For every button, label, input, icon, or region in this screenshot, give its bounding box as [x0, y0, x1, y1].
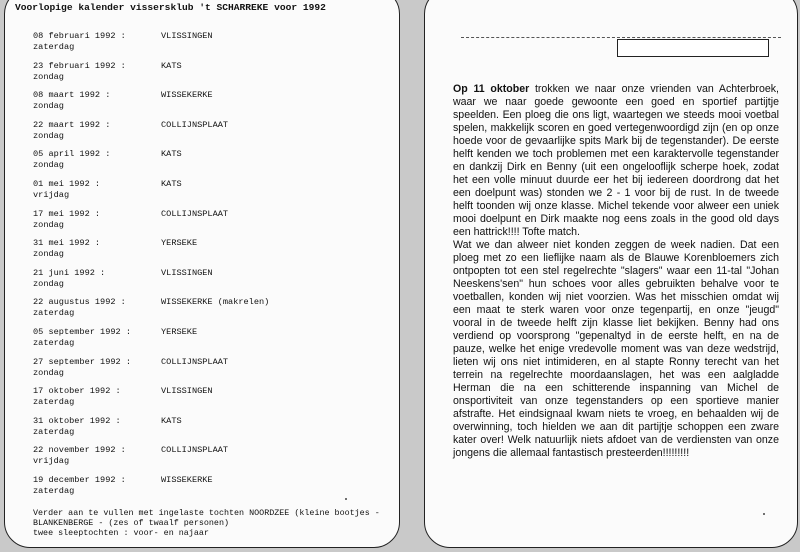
entry-day: zondag [33, 219, 64, 230]
right-page [424, 0, 798, 548]
entry-place: WISSEKERKE [161, 474, 213, 485]
calendar-entry [33, 149, 383, 179]
calendar-entry [33, 90, 383, 120]
entry-place: KATS [161, 149, 182, 160]
calendar-entry [33, 120, 383, 150]
entry-date: 23 februari 1992 : [33, 60, 126, 71]
entry-place: KATS [161, 178, 182, 189]
match-report [453, 83, 779, 460]
entry-place: COLLIJNSPLAAT [161, 445, 229, 456]
entry-date: 31 mei 1992 : [33, 238, 101, 249]
calendar-entry [33, 297, 383, 327]
entry-place: VLISSINGEN [161, 267, 213, 278]
entry-day: vrijdag [33, 189, 70, 200]
calendar-entry [33, 61, 383, 91]
calendar-entry [33, 327, 383, 357]
header-rule [461, 37, 781, 38]
header-box [617, 39, 769, 57]
entry-place: VLISSINGEN [161, 31, 213, 41]
entry-date: 17 mei 1992 : [33, 208, 101, 219]
entry-date: 08 maart 1992 : [33, 90, 111, 101]
entry-date: 19 december 1992 : [33, 474, 126, 485]
entry-date: 22 maart 1992 : [33, 119, 111, 130]
calendar-entry [33, 268, 383, 298]
entry-date: 05 september 1992 : [33, 326, 131, 337]
entry-place: WISSEKERKE [161, 90, 213, 101]
entry-date: 17 oktober 1992 : [33, 386, 121, 397]
calendar-entry [33, 386, 383, 416]
entry-day: zaterdag [33, 308, 75, 319]
report-date: Op 11 oktober [453, 83, 530, 95]
entry-date: 01 mei 1992 : [33, 178, 101, 189]
entry-date: 21 juni 1992 : [33, 267, 106, 278]
entry-day: zaterdag [33, 42, 75, 52]
entry-date: 22 augustus 1992 : [33, 297, 126, 308]
entry-day: zaterdag [33, 397, 75, 408]
entry-place: VLISSINGEN [161, 386, 213, 397]
calendar-entry [33, 31, 383, 61]
entry-day: zondag [33, 101, 64, 112]
entry-place: KATS [161, 60, 182, 71]
calendar-entry [33, 445, 383, 475]
entry-day: zondag [33, 278, 64, 289]
entry-date: 08 februari 1992 : [33, 31, 126, 41]
calendar-entry [33, 416, 383, 446]
ink-speck [763, 513, 765, 515]
calendar-footer-note: Verder aan te vullen met ingelaste tochten NOORDZEE (kleine bootjes - BLANKENBERGE - (zes of twaalf personen) twee sleeptochten : voor- en najaar [33, 508, 380, 538]
calendar-list [33, 31, 383, 505]
entry-place: KATS [161, 415, 182, 426]
entry-day: zondag [33, 160, 64, 171]
entry-day: zondag [33, 130, 64, 141]
entry-place: COLLIJNSPLAAT [161, 208, 229, 219]
entry-day: zaterdag [33, 485, 75, 496]
calendar-entry [33, 475, 383, 505]
calendar-title: Voorlopige kalender vissersklub 't SCHARREKE voor 1992 [15, 2, 326, 13]
entry-place: WISSEKERKE (makrelen) [161, 297, 270, 308]
report-paragraph-2: Wat we dan alweer niet konden zeggen de week nadien. Dat een ploeg met zo een lieflijke naam als de Blauwe Korenbloemers zich ontpopten tot een stel regelrechte "slagers" waar een 11-tal "Johan Neeskens'sen" hun schoes voor alles gebruikten behalve voor te voetballen, konden wij niet voorzien. Was het misschien omdat wij een maat te sterk waren voor onze tegenpartij, en onze "jeugd" vooral in de tweede helft zijn klasse liet bekijken. Benny had ons verdiend op voorsprong "gepenaltyd in de eerste helft, en na de pauze, welke het enige vredevolle moment was van deze wedstrijd, lieten wij ons niet intimideren, en al stapte Ronny terecht van het terrein na regelrechte moordaanslagen, het was een aalgladde Herman die na een schitterende inspanning van Michel de onsportiviteit van onze tegenstanders op een sportieve manier afstrafte. Het eindsignaal kwam niets te vroeg, en behaalden wij de overwinning, toch hielden we aan dit partijtje schoppen een zware kater over! Welk natuurlijk niets afdoet van de verdiensten van onze jongens die allemaal fantastisch presteerden!!!!!!!!! [453, 239, 779, 459]
entry-date: 27 september 1992 : [33, 356, 131, 367]
report-intro: trokken we naar onze vrienden van Achterbroek, waar we naar goede gewoonte een goed en sportief partijtje speelden. Een ploeg die ons ligt, waartegen we steeds mooi voetbal spelen, makkelijk scoren en goed vertegenwoordigd zijn (en op onze hoede voor de gevaarlijke spits Mark bij de tegenstander). De eerste helft kenden we toch problemen met een karaktervolle tegenstander en dankzij Dirk en Benny (uit een ongelooflijk scherpe hoek, zodat het een volle minuut duurde eer het bij iedereen doordrong dat het een doelpunt was) stonden we 2 - 1 voor bij de rust. In de tweede helft toonden wij onze klasse. Michel tekende voor alweer een uniek mooi doelpunt en Dirk maakte nog eens zoals in the good old days een hattrick!!!! Tofte match. [453, 83, 779, 238]
entry-day: zondag [33, 367, 64, 378]
entry-day: zondag [33, 71, 64, 82]
entry-day: zaterdag [33, 337, 75, 348]
entry-day: vrijdag [33, 456, 70, 467]
calendar-entry [33, 179, 383, 209]
entry-place: YERSEKE [161, 326, 198, 337]
left-page [4, 0, 400, 548]
calendar-entry [33, 209, 383, 239]
calendar-entry [33, 357, 383, 387]
entry-day: zaterdag [33, 426, 75, 437]
calendar-entry [33, 238, 383, 268]
entry-date: 31 oktober 1992 : [33, 415, 121, 426]
ink-speck [345, 498, 347, 500]
report-paragraph-1 [453, 83, 779, 239]
entry-place: YERSEKE [161, 238, 198, 249]
entry-date: 22 november 1992 : [33, 445, 126, 456]
entry-day: zondag [33, 249, 64, 260]
entry-place: COLLIJNSPLAAT [161, 119, 229, 130]
entry-date: 05 april 1992 : [33, 149, 111, 160]
entry-place: COLLIJNSPLAAT [161, 356, 229, 367]
